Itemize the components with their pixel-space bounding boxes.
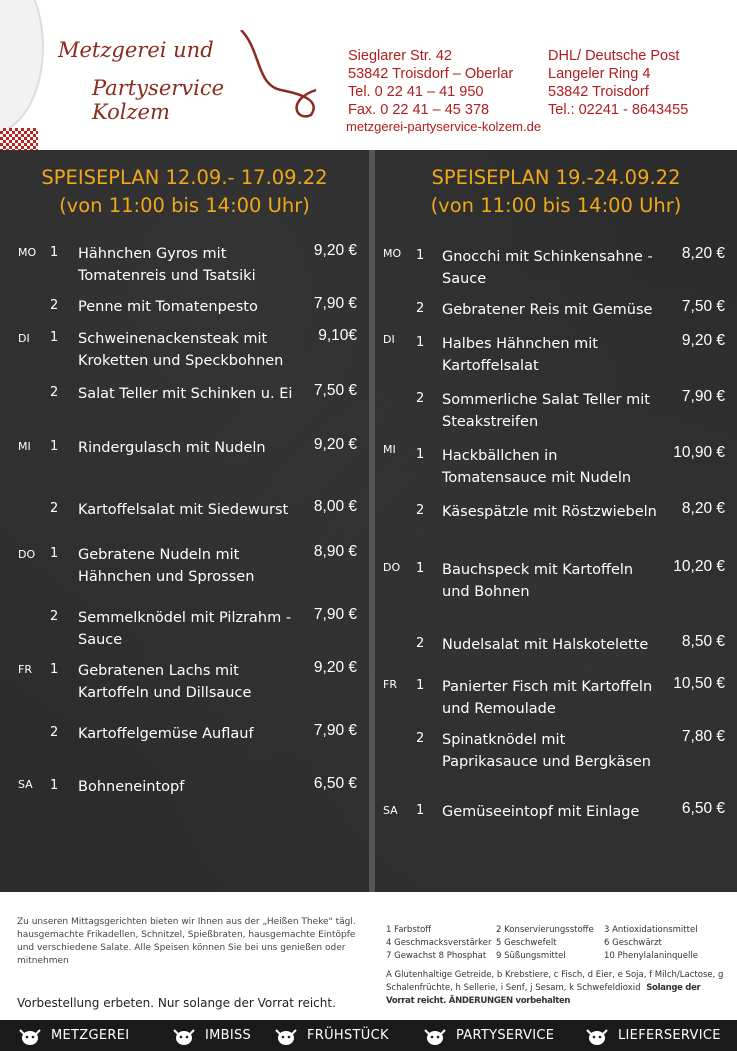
menu-title bbox=[0, 164, 369, 220]
dish-name: Gnocchi mit Schinkensahne - Sauce bbox=[442, 249, 653, 287]
dish-name: Rindergulasch mit Nudeln bbox=[78, 440, 266, 456]
day-label: MI bbox=[18, 440, 31, 453]
dish-name: Hackbällchen in Tomatensauce mit Nudeln bbox=[442, 448, 632, 486]
cow-icon bbox=[170, 1024, 198, 1048]
menu-week-2 bbox=[375, 150, 737, 892]
address-line: 53842 Troisdorf – Oberlar bbox=[348, 66, 514, 82]
header bbox=[0, 0, 737, 150]
dish-price: 8,50 € bbox=[681, 633, 725, 650]
chalkboard-menu bbox=[0, 150, 737, 892]
menu-title-hours: (von 11:00 bis 14:00 Uhr) bbox=[430, 194, 682, 217]
dish-price: 9,20 € bbox=[681, 332, 725, 349]
dish-price: 6,50 € bbox=[313, 775, 357, 792]
day-label: DO bbox=[383, 561, 401, 574]
day-label: FR bbox=[18, 663, 32, 676]
dish-name: Hähnchen Gyros mit Tomatenreis und Tsatsiki bbox=[78, 246, 256, 284]
address-main bbox=[348, 47, 513, 119]
dish-price: 10,20 € bbox=[673, 558, 725, 575]
allergens-legend bbox=[386, 969, 731, 1008]
allergens-note: Solange der Vorrat reicht. ÄNDERUNGEN vorbehalten bbox=[386, 983, 701, 1006]
day-label: DI bbox=[18, 332, 30, 345]
dish-name: Gebratenen Lachs mit Kartoffeln und Dillsauce bbox=[78, 663, 252, 701]
dish-number: 2 bbox=[50, 298, 59, 313]
dish-number: 1 bbox=[50, 439, 59, 454]
logo-line2: Partyservice Kolzem bbox=[92, 76, 225, 124]
dish-number: 1 bbox=[50, 330, 59, 345]
day-label: DO bbox=[18, 548, 36, 561]
dish-price: 7,90 € bbox=[313, 606, 357, 623]
website-link[interactable]: metzgerei-partyservice-kolzem.de bbox=[346, 119, 542, 134]
service-metzgerei[interactable] bbox=[16, 1020, 129, 1051]
menu-title-date: SPEISEPLAN 19.-24.09.22 bbox=[431, 166, 681, 189]
dish-number: 2 bbox=[50, 609, 59, 624]
dish-name: Käsespätzle mit Röstzwiebeln bbox=[442, 504, 657, 520]
dish-number: 2 bbox=[50, 501, 59, 516]
footer bbox=[0, 892, 737, 1020]
phone: Tel.: 02241 - 8643455 bbox=[548, 102, 689, 118]
dish-price: 7,90 € bbox=[313, 722, 357, 739]
additive: 2 Konservierungsstoffe bbox=[496, 925, 594, 935]
additives-legend bbox=[386, 924, 731, 1008]
service-lieferservice[interactable] bbox=[583, 1020, 721, 1051]
dish-price: 9,20 € bbox=[313, 242, 357, 259]
dish-name: Gebratener Reis mit Gemüse bbox=[442, 302, 653, 318]
address-line: Sieglarer Str. 42 bbox=[348, 48, 452, 64]
dish-number: 2 bbox=[416, 503, 425, 518]
additive: 7 Gewachst 8 Phosphat bbox=[386, 951, 487, 961]
day-label: DI bbox=[383, 333, 395, 346]
dish-name: Penne mit Tomatenpesto bbox=[78, 299, 258, 315]
day-label: MO bbox=[383, 247, 402, 260]
dish-number: 2 bbox=[50, 385, 59, 400]
dish-number: 2 bbox=[416, 636, 425, 651]
additive: 3 Antioxidationsmittel bbox=[604, 925, 698, 935]
dish-number: 1 bbox=[416, 803, 425, 818]
service-label: FRÜHSTÜCK bbox=[307, 1028, 389, 1043]
cow-icon bbox=[583, 1024, 611, 1048]
dish-price: 7,80 € bbox=[681, 728, 725, 745]
dish-name: Spinatknödel mit Paprikasauce und Bergkäsen bbox=[442, 732, 651, 770]
preorder-note: Vorbestellung erbeten. Nur solange der Vorrat reicht. bbox=[17, 996, 336, 1010]
dish-price: 10,50 € bbox=[673, 675, 725, 692]
dish-name: Gemüseeintopf mit Einlage bbox=[442, 804, 640, 820]
dish-price: 6,50 € bbox=[681, 800, 725, 817]
dish-number: 2 bbox=[416, 391, 425, 406]
day-label: SA bbox=[383, 804, 398, 817]
dish-number: 1 bbox=[416, 678, 425, 693]
dish-price: 8,20 € bbox=[681, 500, 725, 517]
dish-price: 7,90 € bbox=[681, 388, 725, 405]
dish-number: 1 bbox=[50, 662, 59, 677]
dish-number: 2 bbox=[416, 301, 425, 316]
dish-price: 10,90 € bbox=[673, 444, 725, 461]
dish-name: Kartoffelgemüse Auflauf bbox=[78, 726, 254, 742]
service-partyservice[interactable] bbox=[421, 1020, 554, 1051]
dish-price: 7,90 € bbox=[313, 295, 357, 312]
dish-price: 9,10€ bbox=[318, 327, 357, 344]
dish-number: 1 bbox=[50, 546, 59, 561]
tablecloth-decoration bbox=[0, 128, 38, 150]
additive: 9 Süßungsmittel bbox=[496, 951, 566, 961]
service-imbiss[interactable] bbox=[170, 1020, 251, 1051]
dish-number: 2 bbox=[50, 725, 59, 740]
logo-line1: Metzgerei und bbox=[58, 38, 214, 62]
day-label: SA bbox=[18, 778, 33, 791]
allergens-list: A Glutenhaltige Getreide, b Krebstiere, c Fisch, d Eier, e Soja, f Milch/Lactose, g Schalenfrüchte, h Sellerie, i Senf, j Sesam, k Schwefeldioxid bbox=[386, 970, 724, 993]
dish-name: Kartoffelsalat mit Siedewurst bbox=[78, 502, 289, 518]
dish-price: 9,20 € bbox=[313, 659, 357, 676]
day-label: MI bbox=[383, 443, 396, 456]
service-bar bbox=[0, 1020, 737, 1051]
fax: Fax. 0 22 41 – 45 378 bbox=[348, 102, 490, 118]
plate-decoration bbox=[0, 0, 44, 134]
day-label: FR bbox=[383, 678, 397, 691]
dish-number: 1 bbox=[416, 248, 425, 263]
service-label: LIEFERSERVICE bbox=[618, 1028, 721, 1043]
dish-price: 8,00 € bbox=[313, 498, 357, 515]
address-dhl bbox=[548, 47, 688, 119]
dish-name: Bauchspeck mit Kartoffeln und Bohnen bbox=[442, 562, 634, 600]
dish-number: 1 bbox=[416, 561, 425, 576]
logo-swirl-icon bbox=[226, 30, 326, 120]
dish-number: 1 bbox=[50, 245, 59, 260]
dish-price: 7,50 € bbox=[313, 382, 357, 399]
address-line: 53842 Troisdorf bbox=[548, 84, 649, 100]
service-label: IMBISS bbox=[205, 1028, 252, 1043]
additive: 1 Farbstoff bbox=[386, 925, 432, 935]
dish-name: Nudelsalat mit Halskotelette bbox=[442, 637, 649, 653]
menu-title bbox=[375, 164, 737, 220]
cow-icon bbox=[421, 1024, 449, 1048]
dish-name: Gebratene Nudeln mit Hähnchen und Sprossen bbox=[78, 547, 255, 585]
dish-number: 1 bbox=[50, 778, 59, 793]
day-label: MO bbox=[18, 246, 37, 259]
dish-name: Semmelknödel mit Pilzrahm - Sauce bbox=[78, 610, 292, 648]
menu-title-date: SPEISEPLAN 12.09.- 17.09.22 bbox=[41, 166, 328, 189]
additive: 5 Geschwefelt bbox=[496, 938, 557, 948]
dish-name: Sommerliche Salat Teller mit Steakstreifen bbox=[442, 392, 650, 430]
phone: Tel. 0 22 41 – 41 950 bbox=[348, 84, 484, 100]
dish-number: 1 bbox=[416, 447, 425, 462]
service-label: METZGEREI bbox=[51, 1028, 130, 1043]
dish-number: 1 bbox=[416, 335, 425, 350]
additive: 4 Geschmacksverstärker bbox=[386, 938, 492, 948]
dish-price: 9,20 € bbox=[313, 436, 357, 453]
dish-name: Halbes Hähnchen mit Kartoffelsalat bbox=[442, 336, 598, 374]
dish-name: Salat Teller mit Schinken u. Ei bbox=[78, 386, 293, 402]
address-line: Langeler Ring 4 bbox=[548, 66, 651, 82]
service-label: PARTYSERVICE bbox=[456, 1028, 555, 1043]
cow-icon bbox=[272, 1024, 300, 1048]
address-line: DHL/ Deutsche Post bbox=[548, 48, 680, 64]
dish-name: Panierter Fisch mit Kartoffeln und Remoulade bbox=[442, 679, 653, 717]
logo bbox=[56, 36, 296, 124]
menu-week-1 bbox=[0, 150, 369, 892]
dish-number: 2 bbox=[416, 731, 425, 746]
additive: 10 Phenylalaninquelle bbox=[604, 951, 698, 961]
dish-price: 8,20 € bbox=[681, 245, 725, 262]
dish-price: 7,50 € bbox=[681, 298, 725, 315]
cow-icon bbox=[16, 1024, 44, 1048]
dish-price: 8,90 € bbox=[313, 543, 357, 560]
menu-title-hours: (von 11:00 bis 14:00 Uhr) bbox=[59, 194, 310, 217]
info-text: Zu unseren Mittagsgerichten bieten wir Ihnen aus der „Heißen Theke" tägl. hausgemachte Frikadellen, Schnitzel, Spießbraten, hausgemachte Eintöpfe und verschiedene Salate. Alle Speisen können Sie bei uns genießen oder mitnehmen bbox=[17, 917, 356, 966]
dish-name: Bohneneintopf bbox=[78, 779, 185, 795]
additive: 6 Geschwärzt bbox=[604, 938, 662, 948]
service-fruehstueck[interactable] bbox=[272, 1020, 389, 1051]
dish-name: Schweinenackensteak mit Kroketten und Speckbohnen bbox=[78, 331, 284, 369]
